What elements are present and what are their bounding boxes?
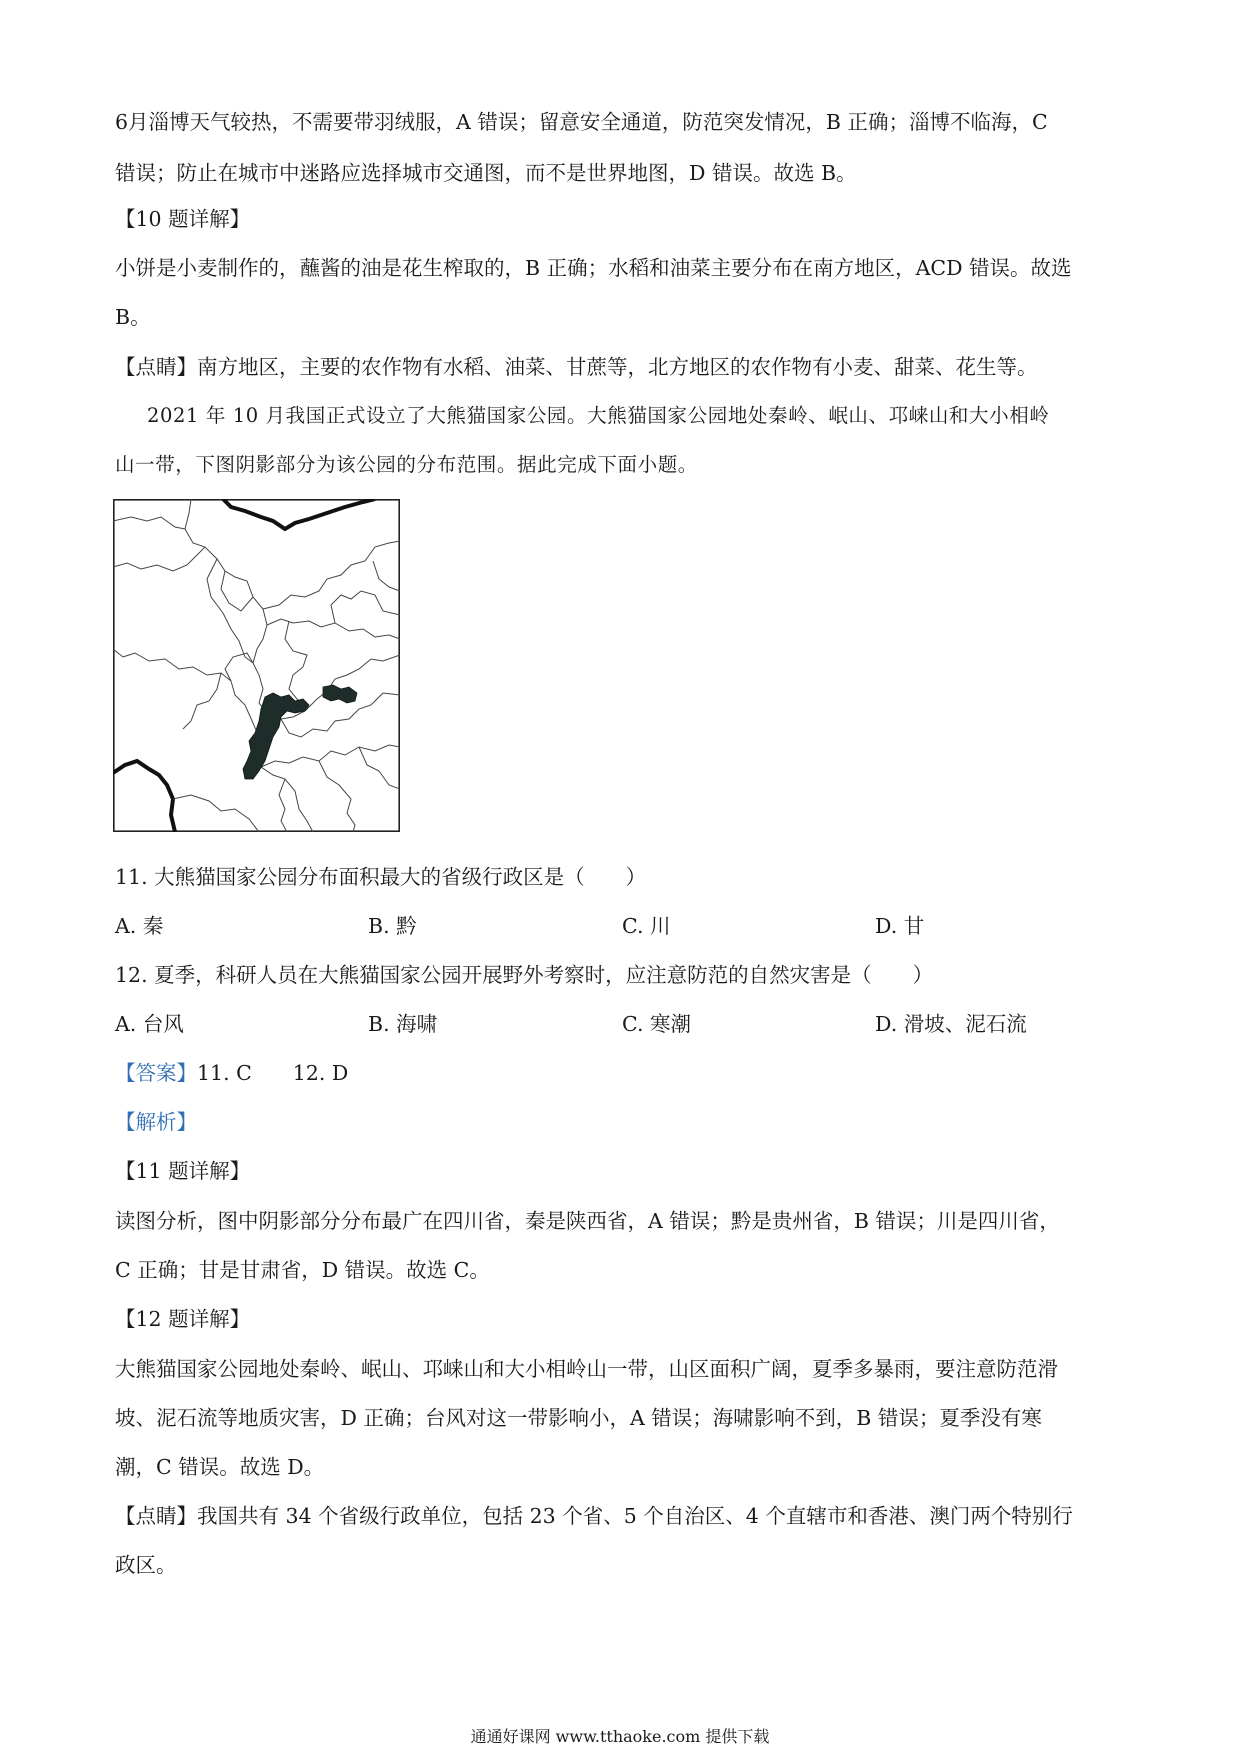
paragraph-q10-line1: 小饼是小麦制作的，蘸酱的油是花生榨取的，B 正确；水稻和油菜主要分布在南方地区，ACD 错误。故选 (115, 256, 1072, 280)
analysis-label: 【解析】 (115, 1110, 197, 1134)
paragraph-q11-line1: 读图分析，图中阴影部分分布最广在四川省，秦是陕西省，A 错误；黔是贵州省，B 错误；川是四川省， (115, 1209, 1060, 1233)
paragraph-q12-line1: 大熊猫国家公园地处秦岭、岷山、邛崃山和大小相岭山一带，山区面积广阔，夏季多暴雨，要注意防范滑 (115, 1357, 1058, 1381)
paragraph-q9-explanation-line1: 6月淄博天气较热，不需要带羽绒服，A 错误；留意安全通道，防范突发情况，B 正确；淄博不临海，C (115, 110, 1048, 134)
answer-label: 【答案】 (115, 1061, 197, 1085)
option-d[interactable]: D. 甘 (875, 914, 925, 938)
heading-q10-detail: 【10 题详解】 (115, 207, 251, 231)
question-11-stem: 11. 大熊猫国家公园分布面积最大的省级行政区是（ ） (115, 865, 647, 889)
option-d[interactable]: D. 滑坡、泥石流 (875, 1012, 1027, 1036)
heading-q11-detail: 【11 题详解】 (115, 1159, 251, 1183)
paragraph-q12-line3: 潮，C 错误。故选 D。 (115, 1455, 325, 1479)
question-11-options (115, 900, 1125, 952)
option-b[interactable]: B. 海啸 (368, 1012, 438, 1036)
intro-line1: 2021 年 10 月我国正式设立了大熊猫国家公园。大熊猫国家公园地处秦岭、岷山、邛崃山和大小相岭 (147, 404, 1050, 427)
option-a[interactable]: A. 台风 (115, 1012, 184, 1036)
tip-q10: 【点睛】南方地区，主要的农作物有水稻、油菜、甘蔗等，北方地区的农作物有小麦、甜菜、花生等。 (115, 355, 1038, 379)
option-c[interactable]: C. 川 (622, 914, 671, 938)
answer-line (115, 1047, 1125, 1099)
intro-line2: 山一带，下图阴影部分为该公园的分布范围。据此完成下面小题。 (115, 453, 698, 476)
paragraph-q11-line2: C 正确；甘是甘肃省，D 错误。故选 C。 (115, 1258, 490, 1282)
option-b[interactable]: B. 黔 (368, 914, 417, 938)
paragraph-q12-line2: 坡、泥石流等地质灾害，D 正确；台风对这一带影响小，A 错误；海啸影响不到，B 错误；夏季没有寒 (115, 1406, 1042, 1430)
tip-q12-line1: 【点睛】我国共有 34 个省级行政单位，包括 23 个省、5 个自治区、4 个直辖市和香港、澳门两个特别行 (115, 1504, 1073, 1528)
question-12-options (115, 998, 1125, 1050)
option-a[interactable]: A. 秦 (115, 914, 164, 938)
map-frame (114, 500, 399, 831)
heading-q12-detail: 【12 题详解】 (115, 1307, 251, 1331)
answer-text: 11. C 12. D (197, 1061, 349, 1085)
option-c[interactable]: C. 寒潮 (622, 1012, 691, 1036)
question-12-stem: 12. 夏季，科研人员在大熊猫国家公园开展野外考察时，应注意防范的自然灾害是（ ） (115, 963, 934, 987)
panda-park-map (113, 499, 400, 832)
paragraph-q10-line2: B。 (115, 305, 151, 329)
tip-q12-line2: 政区。 (115, 1553, 177, 1577)
paragraph-q9-explanation-line2: 错误；防止在城市中迷路应选择城市交通图，而不是世界地图，D 错误。故选 B。 (115, 161, 857, 185)
page-footer: 通通好课网 www.tthaoke.com 提供下载 (470, 1727, 770, 1746)
